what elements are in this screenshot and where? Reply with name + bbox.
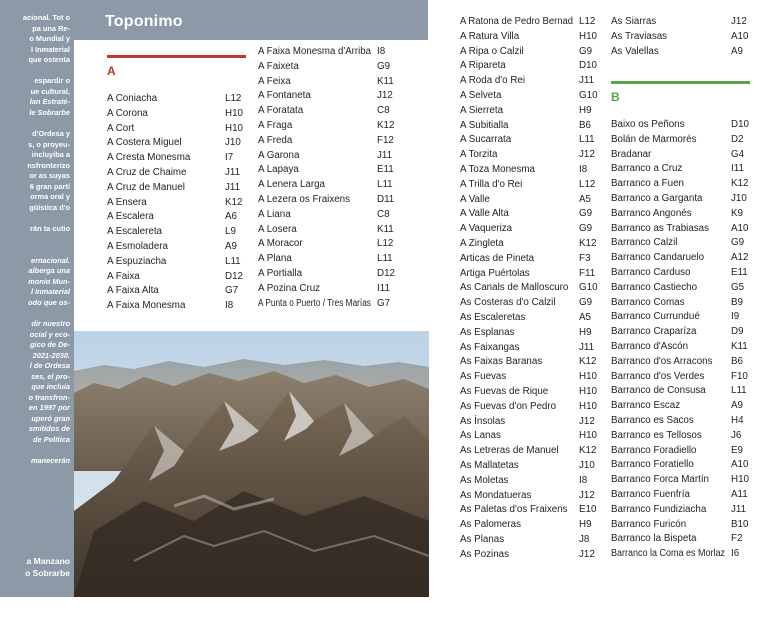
map-grid-reference: A10 [731, 222, 749, 234]
toponym-name: A Esmoladera [107, 240, 168, 252]
map-grid-reference: K12 [579, 237, 597, 249]
map-grid-reference: A10 [731, 30, 749, 42]
toponym-name: Barranco Carduso [611, 266, 691, 278]
sidebar-text-line: uperó gran [31, 413, 70, 423]
map-grid-reference: L11 [579, 134, 595, 146]
sidebar-text-line: 6 gran parti [29, 181, 70, 191]
map-grid-reference: G10 [579, 89, 598, 101]
map-grid-reference: D12 [377, 267, 395, 279]
toponym-name: A Faixa [107, 270, 140, 282]
toponym-name: A Vaqueriza [460, 223, 513, 235]
map-grid-reference: G7 [225, 285, 239, 297]
sidebar-text-line: ocial y eco- [29, 329, 70, 339]
map-grid-reference: J10 [579, 459, 595, 471]
toponym-name: Barranco Furicón [611, 518, 687, 530]
toponym-name: A Liana [258, 208, 291, 220]
sidebar-text-line: or as suyas [29, 171, 70, 181]
toponym-name: A Zingleta [460, 237, 504, 249]
map-grid-reference: K11 [377, 75, 394, 87]
map-grid-reference: G9 [579, 45, 593, 57]
map-grid-reference: I8 [377, 46, 386, 57]
toponym-name: A Moracor [258, 238, 303, 250]
map-grid-reference: F10 [731, 370, 748, 382]
toponym-name: Bolán de Marmorés [611, 133, 697, 145]
toponym-name: As Canals de Malloscuro [460, 282, 569, 294]
map-grid-reference: I11 [377, 282, 390, 294]
toponym-name: Barranco es Tellosos [611, 429, 702, 441]
toponym-name: Barranco a Garganta [611, 192, 703, 204]
sidebar-text-line: ernacional. [30, 255, 70, 265]
sidebar-text-line: gico de De- [30, 340, 70, 350]
toponym-name: Barranco Calzil [611, 237, 678, 249]
section-b-rule [611, 81, 750, 84]
map-grid-reference: I8 [579, 163, 588, 175]
toponym-name: A Freda [258, 134, 293, 146]
map-grid-reference: J12 [579, 149, 595, 161]
map-grid-reference: J11 [225, 166, 241, 178]
map-grid-reference: A6 [225, 211, 237, 223]
toponym-name: A Fontaneta [258, 90, 311, 102]
toponym-name: Barranco Angonés [611, 207, 692, 219]
toponym-name: As Faixangas [460, 341, 520, 353]
sidebar-text-line: monio Mun- [28, 276, 70, 286]
map-grid-reference: C8 [377, 105, 390, 117]
map-grid-reference: K9 [731, 207, 743, 219]
toponym-name: Barranco a Cruz [611, 163, 683, 175]
toponym-name: A Cruz de Chaime [107, 166, 187, 178]
map-grid-reference: D10 [731, 119, 749, 130]
toponym-name: Barranco d'Ascón [611, 340, 689, 352]
map-grid-reference: K12 [225, 196, 243, 208]
toponym-name: A Subitialla [460, 119, 509, 131]
map-grid-reference: H10 [579, 371, 597, 383]
toponym-name: Barranco Forca Martín [611, 474, 710, 486]
map-grid-reference: G9 [579, 208, 593, 220]
page-title: Toponimo [105, 13, 183, 30]
map-grid-reference: B10 [731, 518, 749, 530]
toponym-name: Barranco d'os Verdes [611, 370, 705, 382]
map-grid-reference: J6 [731, 429, 742, 441]
map-grid-reference: G9 [579, 297, 593, 309]
toponym-name: Barranco Foratiello [611, 459, 694, 471]
map-grid-reference: H9 [579, 326, 592, 338]
sidebar-text-line: incluyiba a [31, 150, 70, 160]
map-grid-reference: A5 [579, 311, 591, 323]
toponym-name: A Valle [460, 193, 490, 205]
sidebar-text-line: espardir o [34, 76, 70, 86]
toponym-name: A Losera [258, 223, 297, 235]
toponym-name: A Cort [107, 122, 135, 134]
toponym-name: Barranco Castiecho [611, 281, 698, 293]
map-grid-reference: G9 [731, 237, 745, 249]
toponym-name: A Fraga [258, 119, 293, 131]
toponym-name: A Roda d'o Rei [460, 75, 526, 87]
toponym-name: As Fuevas [460, 371, 507, 383]
toponym-name: Barranco Candaruelo [611, 252, 705, 264]
toponym-name: Barranco es Sacos [611, 414, 694, 426]
section-b-letter: B [611, 90, 620, 104]
map-grid-reference: F3 [579, 252, 591, 264]
toponym-name: Barranco Currundué [611, 311, 700, 323]
toponym-name: Barranco Craparíza [611, 326, 697, 338]
sidebar-text-line: rán ta cutio [30, 224, 70, 233]
map-grid-reference: H4 [731, 414, 744, 426]
toponym-name: As Paletas d'os Fraixens [460, 504, 568, 516]
sidebar-text-line: manecerán [30, 456, 70, 466]
map-grid-reference: A11 [731, 488, 748, 500]
sidebar-text-line: que incluía [31, 382, 70, 392]
toponym-name: A Ratura Villa [460, 30, 520, 42]
map-grid-reference: E9 [731, 444, 743, 456]
sidebar-text-line: s, o proyeu- [28, 139, 70, 149]
map-grid-reference: H10 [579, 430, 597, 442]
map-grid-reference: L12 [377, 238, 394, 250]
map-grid-reference: L11 [377, 253, 393, 265]
toponym-name: A Trilla d'o Rei [460, 178, 523, 190]
toponym-name: A Coniacha [107, 93, 158, 104]
toponym-name: A Punta o Puerto / Tres Marías [258, 297, 371, 309]
map-grid-reference: H10 [225, 122, 243, 134]
toponym-name: A Cresta Monesma [107, 152, 191, 164]
toponym-name: A Pozina Cruz [258, 282, 321, 294]
map-grid-reference: F2 [731, 533, 743, 545]
map-grid-reference: E11 [731, 266, 748, 278]
toponym-name: As Mallatetas [460, 459, 519, 471]
map-grid-reference: I8 [225, 300, 234, 312]
mountain-landscape-photo [74, 331, 429, 597]
map-grid-reference: G9 [377, 60, 391, 72]
map-grid-reference: K12 [377, 119, 395, 131]
map-grid-reference: I7 [225, 152, 234, 164]
map-grid-reference: H9 [579, 519, 592, 531]
map-grid-reference: K11 [731, 340, 748, 352]
map-grid-reference: D10 [579, 60, 597, 72]
map-grid-reference: J11 [731, 503, 747, 515]
map-grid-reference: D2 [731, 133, 744, 145]
toponym-name: As Letreras de Manuel [460, 445, 559, 457]
toponym-name: A Torzita [460, 149, 498, 161]
sidebar-text-line: le Sobrarbe [29, 107, 70, 117]
sidebar-text-line: alberga una [28, 266, 70, 276]
toponym-name: As Mondatueras [460, 489, 532, 501]
toponym-name: As Palomeras [460, 519, 521, 531]
map-grid-reference: A12 [731, 252, 749, 264]
map-grid-reference: L9 [225, 226, 236, 238]
map-grid-reference: J11 [579, 341, 595, 353]
map-grid-reference: D11 [377, 193, 395, 205]
toponym-name: Barranco la Coma es Morlaz [611, 548, 725, 560]
toponym-name: A Lenera Larga [258, 179, 325, 191]
map-grid-reference: C8 [377, 208, 390, 220]
toponym-name: A Escalera [107, 211, 154, 223]
map-grid-reference: L11 [377, 179, 393, 191]
map-grid-reference: J12 [731, 16, 747, 27]
page-header [74, 0, 428, 40]
map-grid-reference: J10 [225, 137, 241, 149]
map-grid-reference: I6 [731, 548, 740, 560]
map-grid-reference: L11 [731, 385, 747, 397]
toponym-name: As Escaleretas [460, 311, 526, 323]
map-grid-reference: K12 [579, 445, 597, 457]
map-grid-reference: J11 [225, 181, 241, 193]
map-grid-reference: H10 [731, 474, 749, 486]
sidebar-footer-line: a Manzano [26, 556, 70, 566]
sidebar-footer-line: o Sobrarbe [25, 568, 70, 578]
map-grid-reference: H10 [579, 385, 597, 397]
map-grid-reference: H10 [579, 400, 597, 412]
map-grid-reference: G5 [731, 281, 745, 293]
map-grid-reference: J12 [579, 489, 595, 501]
sidebar-text-line: acional. Tot o [22, 13, 70, 22]
map-grid-reference: G4 [731, 148, 745, 160]
map-grid-reference: J12 [377, 90, 393, 102]
toponym-name: A Faixeta [258, 60, 299, 72]
sidebar-text-line: 2021-2030. [32, 350, 70, 360]
toponym-name: As Lanas [460, 430, 501, 442]
sidebar-text-line: ses, el pro- [30, 371, 70, 381]
map-grid-reference: D9 [731, 326, 744, 338]
sidebar-text-line: nsfronterizo [27, 160, 70, 170]
toponym-name: A Espuziacha [107, 255, 167, 267]
toponym-name: As Fuevas de Rique [460, 385, 549, 397]
toponym-name: Barranco Foradiello [611, 444, 697, 456]
toponym-name: Baixo os Peñons [611, 119, 685, 130]
map-grid-reference: G7 [377, 297, 391, 309]
sidebar-text-line: l Inmaterial [30, 44, 70, 54]
section-a-letter: A [107, 64, 116, 78]
map-grid-reference: E10 [579, 504, 597, 516]
sidebar-text-line: dir nuestro [31, 318, 70, 328]
sidebar-text-line: d'Ordesa y [32, 129, 70, 139]
toponym-name: A Sucarrata [460, 134, 512, 146]
toponym-name: Articas de Pineta [460, 252, 535, 264]
toponym-name: A Cruz de Manuel [107, 181, 185, 193]
map-grid-reference: K11 [377, 223, 394, 235]
map-grid-reference: I11 [731, 163, 744, 175]
map-grid-reference: J11 [377, 149, 393, 161]
toponym-name: Artiga Puértolas [460, 267, 530, 279]
toponym-name: Barranco Fuenfría [611, 488, 690, 500]
toponym-name: Bradanar [611, 148, 652, 160]
sidebar-text-line: o Mundial y [29, 34, 70, 44]
toponym-name: As Siarras [611, 16, 657, 27]
sidebar-text-line: l de Ordesa [29, 361, 70, 371]
toponym-name: A Ripa o Calzil [460, 45, 524, 57]
toponym-name: As Valellas [611, 45, 659, 57]
sidebar-text-line: odo que os- [28, 297, 70, 307]
map-grid-reference: I8 [579, 474, 588, 486]
toponym-name: Barranco as Trabiasas [611, 222, 710, 234]
toponym-name: A Lezera os Fraixens [258, 193, 351, 205]
toponym-name: As Costeras d'o Calzil [460, 297, 556, 309]
toponym-name: A Selveta [460, 89, 502, 101]
map-grid-reference: L12 [225, 93, 242, 104]
toponym-name: A Ratona de Pedro Bernad [460, 16, 574, 27]
map-grid-reference: J11 [579, 75, 595, 87]
toponym-name: Barranco la Bispeta [611, 533, 697, 545]
toponym-name: As Moletas [460, 474, 509, 486]
toponym-name: As Ínsolas [460, 415, 506, 427]
map-grid-reference: L12 [579, 16, 596, 27]
map-grid-reference: D12 [225, 270, 243, 282]
toponym-name: Barranco Escaz [611, 400, 681, 412]
sidebar-text-line: lan Estraté- [29, 97, 70, 107]
toponym-name: A Escalereta [107, 226, 163, 238]
map-grid-reference: J8 [579, 533, 590, 545]
map-grid-reference: B9 [731, 296, 743, 308]
sidebar-text-line: pa una Re- [32, 23, 70, 33]
map-grid-reference: L12 [579, 178, 596, 190]
toponym-name: A Valle Alta [460, 208, 509, 220]
toponym-name: A Corona [107, 107, 148, 119]
sidebar-text-line: l Inmaterial [30, 287, 70, 297]
map-grid-reference: K12 [731, 178, 749, 190]
toponym-name: Barranco d'os Arracons [611, 355, 713, 367]
map-grid-reference: H10 [579, 30, 597, 42]
toponym-name: A Sierreta [460, 104, 504, 116]
map-grid-reference: A9 [731, 400, 743, 412]
map-grid-reference: A9 [731, 45, 743, 57]
map-grid-reference: F11 [579, 267, 596, 279]
sidebar-text-line: orma oral y [30, 192, 70, 202]
toponym-name: A Faixa Monesma d'Arriba [258, 46, 371, 57]
sidebar-text-line: o transfron- [28, 392, 70, 402]
toponym-name: A Garona [258, 149, 300, 161]
toponym-name: A Lapaya [258, 164, 299, 176]
sidebar-text-line: de Política [33, 435, 70, 444]
map-grid-reference: E11 [377, 164, 394, 176]
map-grid-reference: A10 [731, 459, 749, 471]
map-grid-reference: H10 [225, 107, 243, 119]
map-grid-reference: F12 [377, 134, 394, 146]
toponym-name: Barranco a Fuen [611, 178, 684, 190]
toponym-name: As Planas [460, 533, 505, 545]
toponym-name: A Faixa Monesma [107, 300, 186, 312]
map-grid-reference: A9 [225, 240, 237, 252]
toponym-name: As Esplanas [460, 326, 515, 338]
map-grid-reference: H9 [579, 104, 592, 116]
toponym-name: As Fuevas d'on Pedro [460, 400, 557, 412]
toponym-name: A Portialla [258, 267, 303, 279]
map-grid-reference: G9 [579, 223, 593, 235]
map-grid-reference: K12 [579, 356, 597, 368]
sidebar-text-strip [0, 0, 74, 597]
map-grid-reference: J12 [579, 415, 595, 427]
toponym-name: As Faixas Baranas [460, 356, 543, 368]
toponym-name: As Pozinas [460, 548, 510, 560]
toponym-name: A Feixa [258, 75, 291, 87]
toponym-name: A Plana [258, 253, 292, 265]
toponym-name: Barranco Fundiziacha [611, 503, 707, 515]
toponym-name: A Costera Miguel [107, 137, 182, 149]
sidebar-text-line: en 1997 por [28, 403, 70, 413]
toponym-name: A Ensera [107, 196, 147, 208]
map-grid-reference: J12 [579, 548, 595, 560]
map-grid-reference: B6 [579, 119, 591, 131]
map-grid-reference: A5 [579, 193, 591, 205]
map-grid-reference: I9 [731, 311, 740, 323]
map-grid-reference: J10 [731, 192, 747, 204]
map-grid-reference: B6 [731, 355, 743, 367]
sidebar-text-line: smitidos de [28, 424, 70, 434]
toponym-name: Barranco Comas [611, 296, 685, 308]
map-grid-reference: L11 [225, 255, 241, 267]
toponym-name: Barranco de Consusa [611, 385, 706, 397]
toponym-name: A Faixa Alta [107, 285, 159, 297]
map-grid-reference: G10 [579, 282, 598, 294]
toponym-name: A Foratata [258, 105, 304, 117]
toponym-name: A Toza Monesma [460, 163, 535, 175]
sidebar-text-line: ue cultural, [30, 86, 70, 96]
toponym-name: As Traviasas [611, 30, 668, 42]
sidebar-text-line: que ostenta [28, 55, 70, 65]
sidebar-text-line: güística d'o [29, 202, 70, 212]
section-a-rule [107, 55, 246, 58]
toponym-name: A Ripareta [460, 60, 506, 72]
